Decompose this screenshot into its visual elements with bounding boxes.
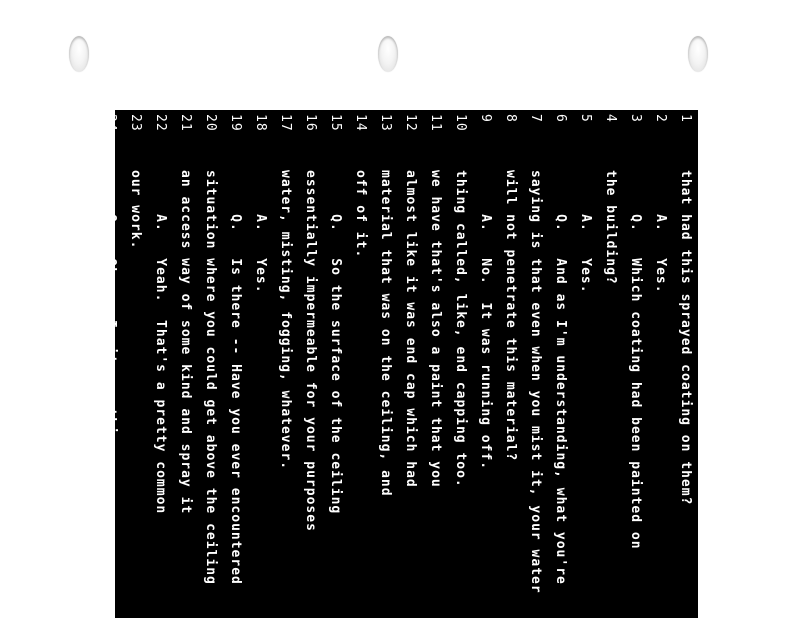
line-number: 6 [553,114,568,123]
line-number: 23 [128,114,143,132]
line-text: A. Yeah. That's a pretty common [153,170,168,515]
line-text: we have that's also a paint that you [428,170,443,488]
transcript-line [398,110,423,618]
line-text: Q. And as I'm understanding, what you're [553,170,568,585]
line-text: situation where you could get above the ceiling [203,170,218,585]
transcript-line [198,110,223,618]
line-text: off of it. [353,170,368,259]
transcript-line [648,110,673,618]
transcript-line [423,110,448,618]
transcript-line [523,110,548,618]
transcript-page [103,110,698,618]
line-number: 22 [153,114,168,132]
line-number: 3 [628,114,643,123]
line-number: 20 [203,114,218,132]
line-text: material that was on the ceiling, and [378,170,393,497]
line-text: water, misting, fogging, whatever. [278,170,293,471]
line-number: 13 [378,114,393,132]
line-text: almost like it was end cap which had [403,170,418,488]
transcript-line [248,110,273,618]
line-text: an access way of some kind and spray it [178,170,193,515]
transcript-line [323,110,348,618]
line-text: Q. Which coating had been painted on [628,170,643,550]
line-number: 7 [528,114,543,123]
line-text: our work. [128,170,143,250]
line-number: 4 [603,114,618,123]
transcript-line [223,110,248,618]
binder-hole [688,36,708,72]
line-number: 21 [178,114,193,132]
line-number: 9 [478,114,493,123]
line-number: 5 [578,114,593,123]
transcript-line [498,110,523,618]
transcript-line [573,110,598,618]
line-text: Q. Okay. Is it something you [103,170,118,488]
line-text: A. Yes. [653,170,668,294]
transcript-line [123,110,148,618]
binder-hole [378,36,398,72]
transcript-line [623,110,648,618]
binder-hole [69,36,89,72]
transcript-line [373,110,398,618]
transcript-line [473,110,498,618]
line-text: the building? [603,170,618,285]
transcript-line [98,110,123,618]
transcript-line [348,110,373,618]
line-number: 14 [353,114,368,132]
line-number: 10 [453,114,468,132]
transcript-line [673,110,698,618]
line-text: A. No. It was running off. [478,170,493,471]
line-number: 24 [103,114,118,132]
line-text: Q. Is there -- Have you ever encountered [228,170,243,585]
line-number: 8 [503,114,518,123]
transcript-line [298,110,323,618]
line-number: 16 [303,114,318,132]
transcript-line [173,110,198,618]
transcript-line [148,110,173,618]
line-number: 2 [653,114,668,123]
line-number: 15 [328,114,343,132]
line-text: will not penetrate this material? [503,170,518,462]
line-text: thing called, like, end capping too. [453,170,468,488]
line-text: A. Yes. [253,170,268,294]
transcript-line [448,110,473,618]
line-text: saying is that even when you mist it, your water [528,170,543,594]
transcript-text-block [103,110,698,618]
line-number: 1 [678,114,693,123]
line-text: essentially impermeable for your purposes [303,170,318,532]
line-number: 17 [278,114,293,132]
line-number: 19 [228,114,243,132]
transcript-line [273,110,298,618]
line-text: Q. So the surface of the ceiling [328,170,343,515]
line-number: 11 [428,114,443,132]
transcript-line [598,110,623,618]
transcript-line [548,110,573,618]
line-text: that had this sprayed coating on them? [678,170,693,506]
line-number: 12 [403,114,418,132]
line-number: 18 [253,114,268,132]
line-text: A. Yes. [578,170,593,294]
